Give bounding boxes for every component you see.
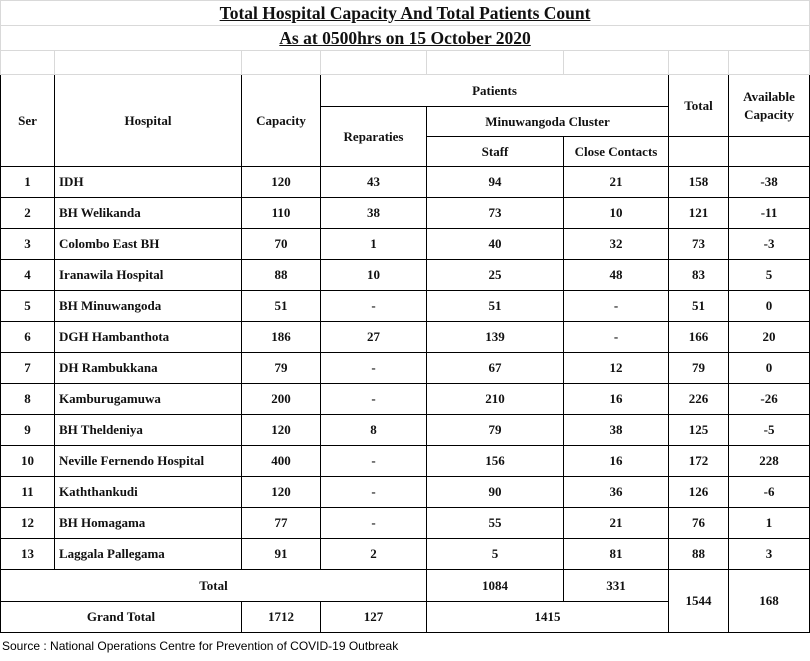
cell-total: 121 — [669, 198, 729, 229]
cell-hospital: Neville Fernendo Hospital — [55, 446, 242, 477]
cell-staff: 73 — [427, 198, 564, 229]
cell-ser: 7 — [1, 353, 55, 384]
cell-reparaties: - — [321, 384, 427, 415]
cell-close-contacts: 36 — [564, 477, 669, 508]
cell-close-contacts: 21 — [564, 167, 669, 198]
table-row — [1, 229, 810, 260]
cell-available: -26 — [729, 384, 810, 415]
total-label: Total — [1, 570, 427, 602]
grand-total-label: Grand Total — [1, 602, 242, 633]
spacer-row — [1, 51, 810, 75]
cell-ser: 11 — [1, 477, 55, 508]
table-row — [1, 198, 810, 229]
table-row — [1, 167, 810, 198]
cell-total: 76 — [669, 508, 729, 539]
cell-available: 5 — [729, 260, 810, 291]
cell-total: 172 — [669, 446, 729, 477]
cell-staff: 139 — [427, 322, 564, 353]
cell-available: 1 — [729, 508, 810, 539]
total-close-contacts: 331 — [564, 570, 669, 602]
header-capacity: Capacity — [242, 75, 321, 167]
header-available-capacity: Available Capacity — [729, 75, 810, 137]
cell-capacity: 88 — [242, 260, 321, 291]
cell-available: -38 — [729, 167, 810, 198]
header-patients: Patients — [321, 75, 669, 107]
source-note: Source : National Operations Centre for Prevention of COVID-19 Outbreak — [2, 639, 399, 653]
cell-hospital: Colombo East BH — [55, 229, 242, 260]
cell-ser: 5 — [1, 291, 55, 322]
header-available-blank — [729, 137, 810, 167]
cell-capacity: 120 — [242, 167, 321, 198]
cell-hospital: IDH — [55, 167, 242, 198]
cell-total: 126 — [669, 477, 729, 508]
cell-staff: 51 — [427, 291, 564, 322]
cell-available: -3 — [729, 229, 810, 260]
table-row — [1, 508, 810, 539]
cell-available: 228 — [729, 446, 810, 477]
cell-total: 88 — [669, 539, 729, 570]
header-reparaties: Reparaties — [321, 107, 427, 167]
cell-hospital: DH Rambukkana — [55, 353, 242, 384]
cell-reparaties: - — [321, 477, 427, 508]
cell-total: 83 — [669, 260, 729, 291]
cell-ser: 3 — [1, 229, 55, 260]
cell-close-contacts: 38 — [564, 415, 669, 446]
cell-close-contacts: - — [564, 291, 669, 322]
grand-total-cluster: 1415 — [427, 602, 669, 633]
cell-close-contacts: 12 — [564, 353, 669, 384]
cell-available: 0 — [729, 353, 810, 384]
header-close-contacts: Close Contacts — [564, 137, 669, 167]
cell-ser: 1 — [1, 167, 55, 198]
table-row — [1, 446, 810, 477]
header-staff: Staff — [427, 137, 564, 167]
cell-close-contacts: 81 — [564, 539, 669, 570]
cell-hospital: Laggala Pallegama — [55, 539, 242, 570]
table-row — [1, 415, 810, 446]
cell-hospital: Kaththankudi — [55, 477, 242, 508]
cell-close-contacts: 10 — [564, 198, 669, 229]
cell-close-contacts: 48 — [564, 260, 669, 291]
cell-reparaties: 10 — [321, 260, 427, 291]
cell-staff: 210 — [427, 384, 564, 415]
cell-close-contacts: 16 — [564, 384, 669, 415]
cell-close-contacts: 16 — [564, 446, 669, 477]
cell-total: 226 — [669, 384, 729, 415]
header-ser: Ser — [1, 75, 55, 167]
cell-hospital: BH Homagama — [55, 508, 242, 539]
cell-capacity: 51 — [242, 291, 321, 322]
cell-staff: 40 — [427, 229, 564, 260]
total-staff: 1084 — [427, 570, 564, 602]
cell-hospital: BH Theldeniya — [55, 415, 242, 446]
cell-reparaties: 43 — [321, 167, 427, 198]
cell-total: 79 — [669, 353, 729, 384]
cell-reparaties: - — [321, 508, 427, 539]
cell-available: 0 — [729, 291, 810, 322]
cell-close-contacts: 32 — [564, 229, 669, 260]
cell-staff: 156 — [427, 446, 564, 477]
cell-available: -5 — [729, 415, 810, 446]
report-subtitle: As at 0500hrs on 15 October 2020 — [1, 26, 810, 51]
cell-hospital: BH Welikanda — [55, 198, 242, 229]
table-row — [1, 353, 810, 384]
cell-total: 158 — [669, 167, 729, 198]
cell-ser: 6 — [1, 322, 55, 353]
cell-reparaties: 38 — [321, 198, 427, 229]
cell-staff: 79 — [427, 415, 564, 446]
cell-capacity: 186 — [242, 322, 321, 353]
header-hospital: Hospital — [55, 75, 242, 167]
cell-staff: 67 — [427, 353, 564, 384]
cell-ser: 13 — [1, 539, 55, 570]
cell-capacity: 110 — [242, 198, 321, 229]
cell-hospital: BH Minuwangoda — [55, 291, 242, 322]
cell-capacity: 120 — [242, 477, 321, 508]
cell-capacity: 70 — [242, 229, 321, 260]
cell-reparaties: 8 — [321, 415, 427, 446]
cell-total: 125 — [669, 415, 729, 446]
cell-total: 51 — [669, 291, 729, 322]
grand-total-capacity: 1712 — [242, 602, 321, 633]
cell-hospital: DGH Hambanthota — [55, 322, 242, 353]
cell-reparaties: 2 — [321, 539, 427, 570]
cell-reparaties: - — [321, 353, 427, 384]
total-row — [1, 570, 810, 602]
header-total-blank — [669, 137, 729, 167]
cell-capacity: 91 — [242, 539, 321, 570]
cell-close-contacts: - — [564, 322, 669, 353]
cell-ser: 10 — [1, 446, 55, 477]
cell-available: -11 — [729, 198, 810, 229]
report-title: Total Hospital Capacity And Total Patients Count — [1, 1, 810, 26]
cell-total: 73 — [669, 229, 729, 260]
cell-capacity: 200 — [242, 384, 321, 415]
cell-ser: 9 — [1, 415, 55, 446]
cell-reparaties: 27 — [321, 322, 427, 353]
cell-staff: 55 — [427, 508, 564, 539]
cell-total: 166 — [669, 322, 729, 353]
table-row — [1, 322, 810, 353]
table-row — [1, 477, 810, 508]
cell-hospital: Iranawila Hospital — [55, 260, 242, 291]
cell-ser: 4 — [1, 260, 55, 291]
cell-staff: 25 — [427, 260, 564, 291]
cell-close-contacts: 21 — [564, 508, 669, 539]
table-row — [1, 291, 810, 322]
cell-reparaties: - — [321, 291, 427, 322]
cell-ser: 8 — [1, 384, 55, 415]
table-row — [1, 260, 810, 291]
cell-available: -6 — [729, 477, 810, 508]
grand-total-count: 1544 — [669, 570, 729, 633]
cell-capacity: 79 — [242, 353, 321, 384]
cell-capacity: 400 — [242, 446, 321, 477]
grand-total-available: 168 — [729, 570, 810, 633]
table-row — [1, 384, 810, 415]
table-row — [1, 539, 810, 570]
cell-ser: 12 — [1, 508, 55, 539]
cell-ser: 2 — [1, 198, 55, 229]
cell-staff: 90 — [427, 477, 564, 508]
cell-capacity: 120 — [242, 415, 321, 446]
cell-staff: 5 — [427, 539, 564, 570]
cell-available: 3 — [729, 539, 810, 570]
cell-available: 20 — [729, 322, 810, 353]
header-minuwangoda-cluster: Minuwangoda Cluster — [427, 107, 669, 137]
cell-reparaties: 1 — [321, 229, 427, 260]
cell-hospital: Kamburugamuwa — [55, 384, 242, 415]
grand-total-reparaties: 127 — [321, 602, 427, 633]
cell-reparaties: - — [321, 446, 427, 477]
header-total: Total — [669, 75, 729, 137]
cell-capacity: 77 — [242, 508, 321, 539]
cell-staff: 94 — [427, 167, 564, 198]
